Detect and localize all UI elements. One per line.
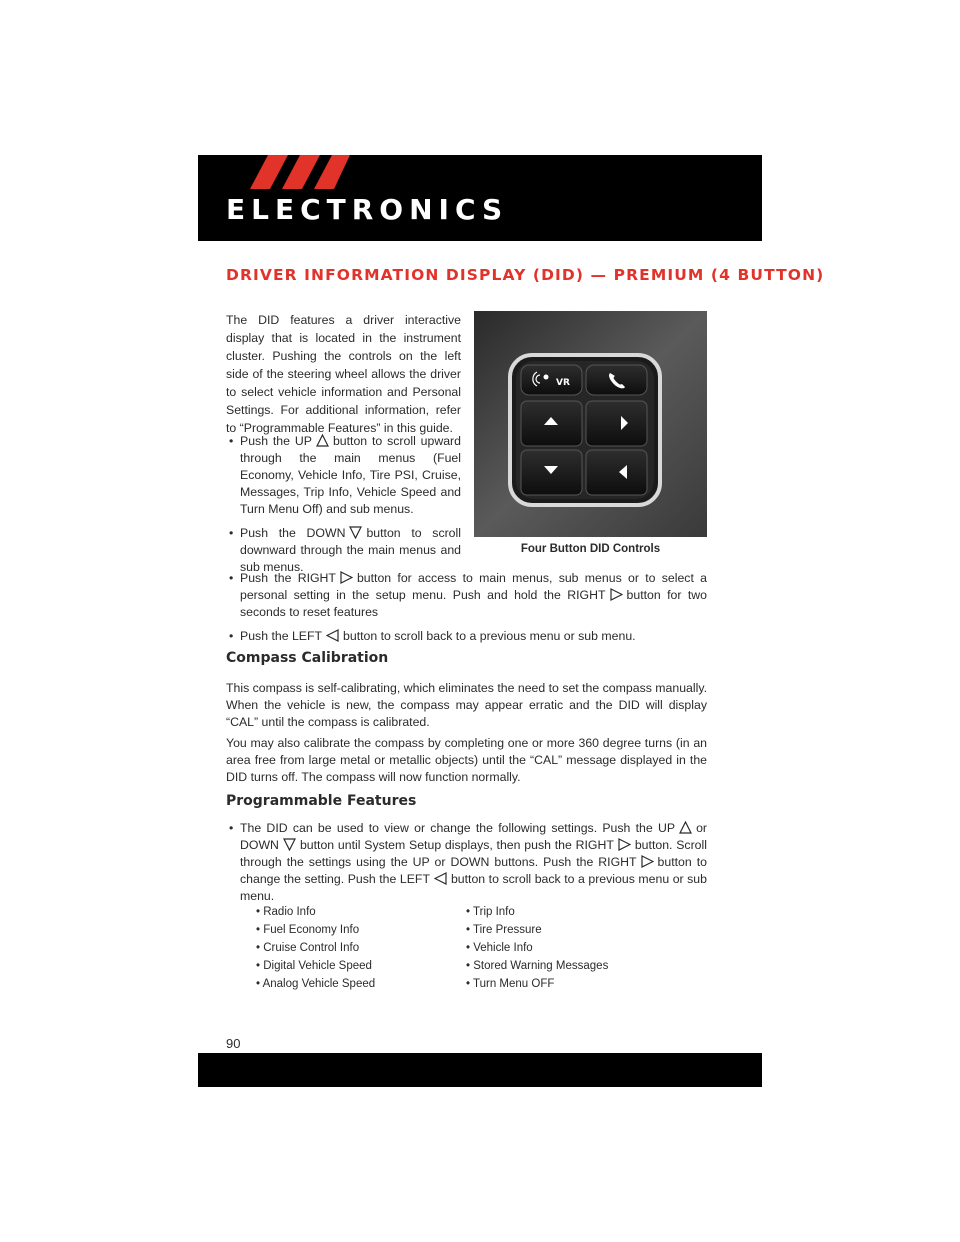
chapter-title: ELECTRONICS xyxy=(226,193,509,226)
compass-paragraph-1: This compass is self-calibrating, which eliminates the need to set the compass manually. When the vehicle is new, the compass may appear erratic and the DID will display “CAL” until the compass is calibrated. xyxy=(226,681,707,729)
settings-row xyxy=(256,960,676,978)
setting-item: • Turn Menu OFF xyxy=(466,978,555,990)
did-controls-photo xyxy=(474,311,707,537)
list-item: • The DID can be used to view or change the following settings. Push the UP or DOWN button until System Setup displays, then push the RIGHT button. Scroll through the settings using the UP or DOWN buttons. Push the RIGHT button to change the setting. Push the LEFT button to scroll back to a previous menu or sub menu. xyxy=(226,820,707,905)
list-item: • Push the RIGHT button for access to main menus, sub menus or to select a personal setting in the setup menu. Push and hold the RIGHT button for two seconds to reset features xyxy=(226,570,707,621)
up-triangle-icon xyxy=(316,434,329,447)
settings-list xyxy=(256,906,676,996)
up-triangle-icon xyxy=(679,821,692,834)
left-triangle-icon xyxy=(434,872,447,885)
settings-row xyxy=(256,978,676,996)
setting-item: • Trip Info xyxy=(466,906,515,918)
setting-item: • Analog Vehicle Speed xyxy=(256,978,376,990)
section-title: DRIVER INFORMATION DISPLAY (DID) — PREMIUM (4 BUTTON) xyxy=(226,266,825,284)
page-number: 90 xyxy=(226,1036,241,1051)
footer-bar xyxy=(198,1053,762,1087)
button-list-wide xyxy=(226,570,707,652)
setting-item: • Fuel Economy Info xyxy=(256,924,360,936)
setting-item: • Radio Info xyxy=(256,906,316,918)
right-triangle-icon xyxy=(618,838,631,851)
right-triangle-icon xyxy=(340,571,353,584)
setting-item: • Stored Warning Messages xyxy=(466,960,609,972)
settings-row xyxy=(256,906,676,924)
right-triangle-icon xyxy=(641,855,654,868)
list-item: • Push the DOWN button to scroll downward through the main menus and sub menus. xyxy=(226,525,461,576)
steering-wheel-controls-illustration xyxy=(474,311,707,537)
left-triangle-icon xyxy=(326,629,339,642)
setting-item: • Cruise Control Info xyxy=(256,942,360,954)
programmable-list xyxy=(226,820,707,912)
right-triangle-icon xyxy=(610,588,623,601)
setting-item: • Tire Pressure xyxy=(466,924,542,936)
figure-caption: Four Button DID Controls xyxy=(520,543,661,555)
chapter-header xyxy=(198,155,762,241)
brand-stripes-icon xyxy=(250,155,350,189)
setting-item: • Vehicle Info xyxy=(466,942,533,954)
setting-item: • Digital Vehicle Speed xyxy=(256,960,372,972)
list-item: • Push the LEFT button to scroll back to a previous menu or sub menu. xyxy=(226,628,707,645)
list-item: • Push the UP button to scroll upward through the main menus (Fuel Economy, Vehicle Info, Tire PSI, Cruise, Messages, Trip Info, Vehicle Speed and Turn Menu Off) and sub menus. xyxy=(226,433,461,518)
button-list-narrow xyxy=(226,433,461,583)
down-triangle-icon xyxy=(349,526,362,539)
compass-paragraph-2: You may also calibrate the compass by completing one or more 360 degree turns (in an area free from large metal or metallic objects) until the “CAL” message displayed in the DID turns off. The compass will now function normally. xyxy=(226,736,707,784)
programmable-heading: Programmable Features xyxy=(226,793,417,809)
vr-label: VR xyxy=(556,378,570,388)
down-triangle-icon xyxy=(283,838,296,851)
settings-row xyxy=(256,942,676,960)
intro-paragraph: The DID features a driver interactive display that is located in the instrument cluster. Pushing the controls on the left side of the steering wheel allows the driver to select vehicle information and Personal Settings. For additional information, refer to “Programmable Features” in this guide. xyxy=(226,313,461,435)
compass-heading: Compass Calibration xyxy=(226,650,389,666)
settings-row xyxy=(256,924,676,942)
